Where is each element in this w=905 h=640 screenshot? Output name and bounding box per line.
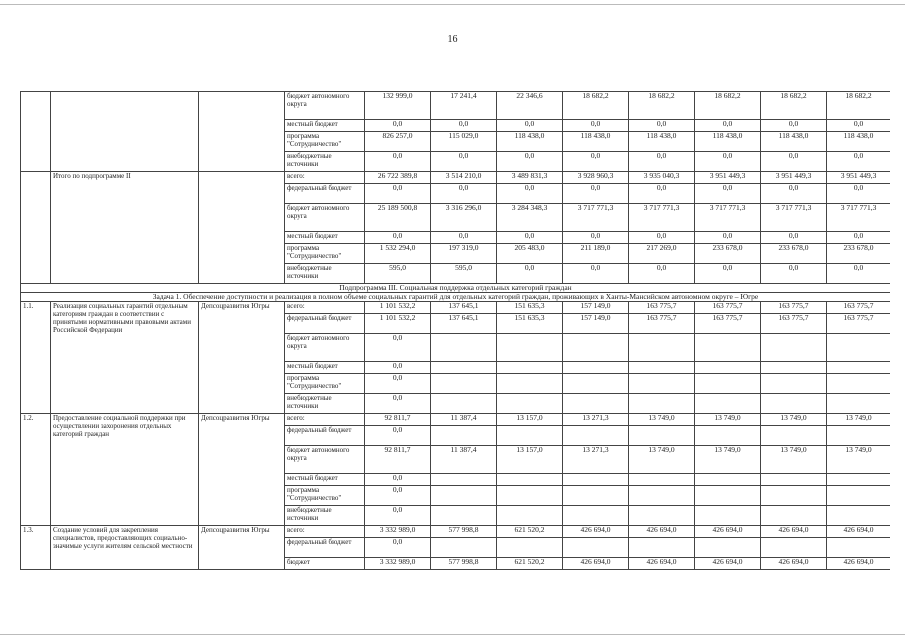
- amount-cell: 13 749,0: [827, 414, 891, 426]
- amount-cell: 0,0: [563, 152, 629, 172]
- amount-cell: [695, 506, 761, 526]
- amount-cell: 3 717 771,3: [761, 204, 827, 232]
- funding-source: внебюджетные источники: [285, 152, 365, 172]
- amount-cell: 157 149,0: [563, 314, 629, 334]
- amount-cell: [827, 538, 891, 558]
- amount-cell: [827, 474, 891, 486]
- amount-cell: 3 332 989,0: [365, 526, 431, 538]
- amount-cell: [695, 394, 761, 414]
- amount-cell: 151 635,3: [497, 302, 563, 314]
- amount-cell: 13 157,0: [497, 446, 563, 474]
- amount-cell: [761, 362, 827, 374]
- item-title: Создание условий для закрепления специалистов, предоставляющих социально-значимые услуги жителям сельской местности: [51, 526, 199, 570]
- amount-cell: 13 749,0: [695, 414, 761, 426]
- amount-cell: 0,0: [365, 334, 431, 362]
- amount-cell: 132 999,0: [365, 92, 431, 120]
- amount-cell: [431, 334, 497, 362]
- amount-cell: 3 332 989,0: [365, 558, 431, 570]
- amount-cell: 137 645,1: [431, 302, 497, 314]
- item-executor: Депсоцразвития Югры: [199, 302, 285, 414]
- amount-cell: [827, 394, 891, 414]
- amount-cell: 0,0: [563, 264, 629, 284]
- funding-source: программа "Сотрудничество": [285, 132, 365, 152]
- amount-cell: 0,0: [761, 184, 827, 204]
- amount-cell: 577 998,8: [431, 558, 497, 570]
- item-title: Предоставление социальной поддержки при осуществлении захоронения отдельных категорий граждан: [51, 414, 199, 526]
- amount-cell: 0,0: [431, 232, 497, 244]
- amount-cell: [497, 374, 563, 394]
- amount-cell: 426 694,0: [629, 526, 695, 538]
- amount-cell: 22 346,6: [497, 92, 563, 120]
- amount-cell: 0,0: [365, 184, 431, 204]
- funding-source: федеральный бюджет: [285, 314, 365, 334]
- section-band-heading: Задача 1. Обеспечение доступности и реализация в полном объеме социальных гарантий для отдельных категорий граждан, проживающих в Ханты-Мансийском автономном округе – Югре: [21, 293, 891, 302]
- amount-cell: [563, 506, 629, 526]
- funding-source: программа "Сотрудничество": [285, 486, 365, 506]
- amount-cell: [827, 334, 891, 362]
- amount-cell: 163 775,7: [827, 314, 891, 334]
- funding-source: всего:: [285, 172, 365, 184]
- amount-cell: 621 520,2: [497, 526, 563, 538]
- amount-cell: 0,0: [365, 426, 431, 446]
- amount-cell: [761, 506, 827, 526]
- amount-cell: 0,0: [497, 232, 563, 244]
- amount-cell: 426 694,0: [761, 558, 827, 570]
- amount-cell: 13 749,0: [629, 414, 695, 426]
- item-title: [51, 92, 199, 172]
- funding-source: программа "Сотрудничество": [285, 244, 365, 264]
- amount-cell: [761, 474, 827, 486]
- item-title: Итого по подпрограмме II: [51, 172, 199, 284]
- item-number: 1.2.: [21, 414, 51, 526]
- amount-cell: 0,0: [761, 232, 827, 244]
- amount-cell: 3 514 210,0: [431, 172, 497, 184]
- amount-cell: [629, 474, 695, 486]
- amount-cell: [563, 362, 629, 374]
- amount-cell: 163 775,7: [761, 302, 827, 314]
- amount-cell: 426 694,0: [761, 526, 827, 538]
- amount-cell: [761, 394, 827, 414]
- amount-cell: 118 438,0: [563, 132, 629, 152]
- amount-cell: 0,0: [695, 264, 761, 284]
- amount-cell: 0,0: [761, 120, 827, 132]
- item-number: 1.1.: [21, 302, 51, 414]
- funding-source: бюджет: [285, 558, 365, 570]
- amount-cell: 0,0: [827, 152, 891, 172]
- amount-cell: [431, 394, 497, 414]
- amount-cell: 163 775,7: [761, 314, 827, 334]
- amount-cell: [761, 426, 827, 446]
- amount-cell: 426 694,0: [695, 558, 761, 570]
- amount-cell: 157 149,0: [563, 302, 629, 314]
- amount-cell: 0,0: [629, 264, 695, 284]
- table-row: [21, 414, 891, 426]
- item-number: [21, 172, 51, 284]
- amount-cell: 0,0: [827, 264, 891, 284]
- funding-source: бюджет автономного округа: [285, 446, 365, 474]
- amount-cell: 118 438,0: [695, 132, 761, 152]
- amount-cell: 426 694,0: [695, 526, 761, 538]
- amount-cell: 25 189 500,8: [365, 204, 431, 232]
- amount-cell: 13 271,3: [563, 414, 629, 426]
- amount-cell: 0,0: [695, 152, 761, 172]
- amount-cell: 426 694,0: [563, 558, 629, 570]
- amount-cell: [761, 334, 827, 362]
- amount-cell: [827, 374, 891, 394]
- amount-cell: 13 271,3: [563, 446, 629, 474]
- item-number: 1.3.: [21, 526, 51, 570]
- funding-source: всего:: [285, 414, 365, 426]
- item-executor: Депсоцразвития Югры: [199, 526, 285, 570]
- amount-cell: [497, 474, 563, 486]
- amount-cell: 3 316 296,0: [431, 204, 497, 232]
- funding-source: бюджет автономного округа: [285, 204, 365, 232]
- amount-cell: 0,0: [563, 232, 629, 244]
- amount-cell: [431, 362, 497, 374]
- amount-cell: [497, 334, 563, 362]
- amount-cell: 13 157,0: [497, 414, 563, 426]
- amount-cell: 17 241,4: [431, 92, 497, 120]
- amount-cell: [761, 374, 827, 394]
- amount-cell: 0,0: [365, 374, 431, 394]
- item-executor: [199, 172, 285, 284]
- amount-cell: 0,0: [827, 184, 891, 204]
- amount-cell: [827, 426, 891, 446]
- amount-cell: [629, 506, 695, 526]
- amount-cell: [629, 426, 695, 446]
- amount-cell: 163 775,7: [629, 314, 695, 334]
- funding-source: всего:: [285, 526, 365, 538]
- amount-cell: 3 284 348,3: [497, 204, 563, 232]
- funding-source: федеральный бюджет: [285, 538, 365, 558]
- amount-cell: 205 483,0: [497, 244, 563, 264]
- funding-source: внебюджетные источники: [285, 506, 365, 526]
- amount-cell: [563, 538, 629, 558]
- amount-cell: [563, 394, 629, 414]
- amount-cell: [563, 426, 629, 446]
- amount-cell: 0,0: [695, 120, 761, 132]
- amount-cell: [563, 486, 629, 506]
- table-row: [21, 172, 891, 184]
- amount-cell: 11 387,4: [431, 446, 497, 474]
- item-executor: Депсоцразвития Югры: [199, 414, 285, 526]
- amount-cell: 0,0: [629, 232, 695, 244]
- amount-cell: 18 682,2: [629, 92, 695, 120]
- amount-cell: [431, 506, 497, 526]
- amount-cell: 0,0: [497, 264, 563, 284]
- funding-source: местный бюджет: [285, 362, 365, 374]
- amount-cell: [695, 486, 761, 506]
- budget-table-sheet: [20, 91, 890, 571]
- amount-cell: [497, 362, 563, 374]
- amount-cell: 0,0: [365, 474, 431, 486]
- amount-cell: [695, 426, 761, 446]
- funding-source: местный бюджет: [285, 232, 365, 244]
- amount-cell: 0,0: [827, 232, 891, 244]
- amount-cell: 13 749,0: [629, 446, 695, 474]
- amount-cell: 0,0: [431, 120, 497, 132]
- amount-cell: 0,0: [695, 232, 761, 244]
- amount-cell: 3 951 449,3: [695, 172, 761, 184]
- amount-cell: 595,0: [431, 264, 497, 284]
- amount-cell: 3 928 960,3: [563, 172, 629, 184]
- amount-cell: [761, 538, 827, 558]
- amount-cell: 0,0: [761, 152, 827, 172]
- section-band-row: [21, 284, 891, 293]
- amount-cell: [497, 506, 563, 526]
- amount-cell: 26 722 389,8: [365, 172, 431, 184]
- amount-cell: 0,0: [365, 538, 431, 558]
- funding-source: местный бюджет: [285, 120, 365, 132]
- amount-cell: [695, 362, 761, 374]
- amount-cell: 0,0: [365, 394, 431, 414]
- amount-cell: 0,0: [365, 506, 431, 526]
- amount-cell: [629, 538, 695, 558]
- amount-cell: 0,0: [695, 184, 761, 204]
- amount-cell: 0,0: [629, 184, 695, 204]
- amount-cell: 0,0: [761, 264, 827, 284]
- funding-source: всего:: [285, 302, 365, 314]
- amount-cell: 0,0: [563, 184, 629, 204]
- amount-cell: 18 682,2: [695, 92, 761, 120]
- table-row: [21, 302, 891, 314]
- funding-source: бюджет автономного округа: [285, 92, 365, 120]
- amount-cell: 0,0: [629, 152, 695, 172]
- amount-cell: 0,0: [497, 152, 563, 172]
- amount-cell: 3 489 831,3: [497, 172, 563, 184]
- amount-cell: 3 717 771,3: [563, 204, 629, 232]
- amount-cell: 233 678,0: [695, 244, 761, 264]
- amount-cell: 826 257,0: [365, 132, 431, 152]
- amount-cell: [497, 426, 563, 446]
- funding-source: местный бюджет: [285, 474, 365, 486]
- amount-cell: 211 189,0: [563, 244, 629, 264]
- amount-cell: [629, 374, 695, 394]
- amount-cell: 0,0: [629, 120, 695, 132]
- amount-cell: 595,0: [365, 264, 431, 284]
- amount-cell: 118 438,0: [761, 132, 827, 152]
- amount-cell: 1 101 532,2: [365, 302, 431, 314]
- amount-cell: 0,0: [497, 120, 563, 132]
- section-band-heading: Подпрограмма III. Социальная поддержка отдельных категорий граждан: [21, 284, 891, 293]
- amount-cell: [431, 474, 497, 486]
- amount-cell: 0,0: [365, 232, 431, 244]
- amount-cell: 0,0: [365, 120, 431, 132]
- amount-cell: 18 682,2: [761, 92, 827, 120]
- amount-cell: [629, 486, 695, 506]
- amount-cell: 3 717 771,3: [827, 204, 891, 232]
- amount-cell: 0,0: [365, 362, 431, 374]
- amount-cell: 1 101 532,2: [365, 314, 431, 334]
- section-band-row: [21, 293, 891, 302]
- amount-cell: 13 749,0: [761, 446, 827, 474]
- table-row: [21, 526, 891, 538]
- amount-cell: [827, 506, 891, 526]
- amount-cell: [695, 374, 761, 394]
- amount-cell: 163 775,7: [695, 302, 761, 314]
- amount-cell: 426 694,0: [827, 558, 891, 570]
- amount-cell: [563, 334, 629, 362]
- amount-cell: 0,0: [365, 152, 431, 172]
- page-number: 16: [447, 34, 458, 45]
- amount-cell: [695, 474, 761, 486]
- amount-cell: [497, 486, 563, 506]
- amount-cell: 0,0: [431, 152, 497, 172]
- amount-cell: 233 678,0: [827, 244, 891, 264]
- amount-cell: [695, 538, 761, 558]
- amount-cell: 92 811,7: [365, 414, 431, 426]
- amount-cell: 92 811,7: [365, 446, 431, 474]
- amount-cell: [431, 374, 497, 394]
- amount-cell: [629, 362, 695, 374]
- amount-cell: 621 520,2: [497, 558, 563, 570]
- amount-cell: [629, 394, 695, 414]
- funding-source: программа "Сотрудничество": [285, 374, 365, 394]
- amount-cell: 163 775,7: [695, 314, 761, 334]
- funding-source: федеральный бюджет: [285, 426, 365, 446]
- funding-source: внебюджетные источники: [285, 394, 365, 414]
- amount-cell: 0,0: [365, 486, 431, 506]
- amount-cell: 0,0: [827, 120, 891, 132]
- amount-cell: 3 951 449,3: [761, 172, 827, 184]
- amount-cell: 118 438,0: [497, 132, 563, 152]
- amount-cell: [563, 474, 629, 486]
- amount-cell: 3 951 449,3: [827, 172, 891, 184]
- amount-cell: 0,0: [497, 184, 563, 204]
- amount-cell: 18 682,2: [827, 92, 891, 120]
- amount-cell: 11 387,4: [431, 414, 497, 426]
- amount-cell: 13 749,0: [761, 414, 827, 426]
- amount-cell: [827, 486, 891, 506]
- amount-cell: 0,0: [563, 120, 629, 132]
- amount-cell: 115 029,0: [431, 132, 497, 152]
- item-number: [21, 92, 51, 172]
- amount-cell: 137 645,1: [431, 314, 497, 334]
- amount-cell: 13 749,0: [695, 446, 761, 474]
- table-row: [21, 92, 891, 120]
- amount-cell: 18 682,2: [563, 92, 629, 120]
- amount-cell: 426 694,0: [563, 526, 629, 538]
- amount-cell: [431, 538, 497, 558]
- amount-cell: 3 935 040,3: [629, 172, 695, 184]
- amount-cell: 3 717 771,3: [695, 204, 761, 232]
- amount-cell: 163 775,7: [629, 302, 695, 314]
- amount-cell: [827, 362, 891, 374]
- amount-cell: 3 717 771,3: [629, 204, 695, 232]
- budget-table: [20, 91, 890, 570]
- amount-cell: [497, 394, 563, 414]
- amount-cell: 118 438,0: [827, 132, 891, 152]
- funding-source: федеральный бюджет: [285, 184, 365, 204]
- amount-cell: 0,0: [431, 184, 497, 204]
- funding-source: бюджет автономного округа: [285, 334, 365, 362]
- amount-cell: 151 635,3: [497, 314, 563, 334]
- amount-cell: 217 269,0: [629, 244, 695, 264]
- amount-cell: 426 694,0: [827, 526, 891, 538]
- amount-cell: 1 532 294,0: [365, 244, 431, 264]
- item-title: Реализация социальных гарантий отдельным категориям граждан в соответствии с принятыми нормативными правовыми актами Российской Федерации: [51, 302, 199, 414]
- amount-cell: [497, 538, 563, 558]
- amount-cell: 197 319,0: [431, 244, 497, 264]
- amount-cell: [431, 486, 497, 506]
- amount-cell: 118 438,0: [629, 132, 695, 152]
- amount-cell: 13 749,0: [827, 446, 891, 474]
- amount-cell: [695, 334, 761, 362]
- funding-source: внебюджетные источники: [285, 264, 365, 284]
- amount-cell: 426 694,0: [629, 558, 695, 570]
- amount-cell: 163 775,7: [827, 302, 891, 314]
- item-executor: [199, 92, 285, 172]
- amount-cell: [431, 426, 497, 446]
- amount-cell: [563, 374, 629, 394]
- amount-cell: [761, 486, 827, 506]
- amount-cell: [629, 334, 695, 362]
- amount-cell: 233 678,0: [761, 244, 827, 264]
- amount-cell: 577 998,8: [431, 526, 497, 538]
